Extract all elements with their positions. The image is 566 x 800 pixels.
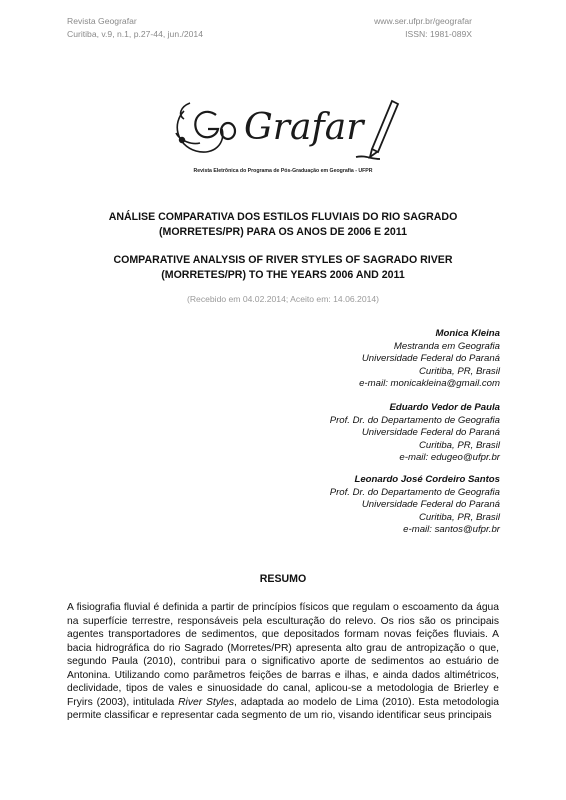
abstract-text-continued: , adaptada ao modelo de Lima (2010). Esta metodologia permite classificar e representar cada segmento de um rio, visando identificar seus principais	[67, 696, 499, 721]
received-dates: (Recebido em 04.02.2014; Aceito em: 14.06.2014)	[186, 294, 380, 304]
author-affiliation-line: Prof. Dr. do Departamento de Geografia	[329, 486, 500, 498]
author-affiliation-line: Universidade Federal do Paraná	[361, 353, 500, 365]
title-portuguese	[67, 210, 499, 239]
title-pt-line-1: ANÁLISE COMPARATIVA DOS ESTILOS FLUVIAIS DO RIO SAGRADO	[108, 211, 458, 223]
author-block	[359, 328, 500, 391]
author-email[interactable]: e-mail: monicakleina@gmail.com	[359, 378, 500, 390]
author-affiliation-line: Curitiba, PR, Brasil	[418, 439, 500, 451]
author-block	[330, 474, 500, 537]
journal-name: Revista Geografar	[67, 16, 137, 26]
title-english	[67, 253, 499, 282]
journal-url[interactable]: www.ser.ufpr.br/geografar	[374, 16, 472, 26]
author-affiliation-line: Curitiba, PR, Brasil	[418, 365, 500, 377]
author-name: Leonardo José Cordeiro Santos	[354, 474, 500, 485]
journal-citation: Curitiba, v.9, n.1, p.27-44, jun./2014	[67, 29, 203, 39]
logo-caption: Revista Eletrônica do Programa de Pós-Graduação em Geografia - UFPR	[193, 168, 373, 174]
title-en-line-2: (MORRETES/PR) TO THE YEARS 2006 AND 2011	[161, 268, 405, 281]
logo-g-mark	[195, 112, 235, 139]
running-header-right	[374, 15, 472, 41]
globe-icon	[176, 103, 223, 152]
author-email[interactable]: e-mail: santos@ufpr.br	[403, 524, 500, 536]
author-affiliation-line: Universidade Federal do Paraná	[361, 427, 500, 439]
author-affiliation-line: Mestranda em Geografia	[393, 340, 500, 352]
journal-issn: ISSN: 1981-089X	[405, 29, 472, 39]
abstract-italic-term: River Styles	[178, 696, 235, 708]
title-pt-line-2: (MORRETES/PR) PARA OS ANOS DE 2006 E 2011	[158, 225, 408, 238]
author-affiliation-line: Curitiba, PR, Brasil	[418, 511, 500, 523]
geografar-logo	[170, 93, 402, 165]
author-affiliation-line: Prof. Dr. do Departamento de Geografia	[329, 414, 500, 426]
running-header-left	[67, 15, 203, 41]
author-name: Monica Kleina	[435, 328, 500, 339]
author-name: Eduardo Vedor de Paula	[389, 402, 500, 413]
title-en-line-1: COMPARATIVE ANALYSIS OF RIVER STYLES OF SAGRADO RIVER	[113, 254, 453, 266]
logo-wordmark: Grafar	[244, 107, 364, 148]
author-email[interactable]: e-mail: edugeo@ufpr.br	[399, 452, 500, 464]
author-affiliation-line: Universidade Federal do Paraná	[361, 499, 500, 511]
abstract-heading: RESUMO	[259, 573, 307, 585]
author-block	[330, 402, 500, 465]
abstract-text: A fisiografia fluvial é definida a partir de princípios físicos que regulam o escoamento da água na superfície terrestre, responsáveis pela esculturação do relevo. Os rios são os principais agentes transportadores de sedimentos, que depositados formam novas feições fluviais. A bacia hidrográfica do rio Sagrado (Morretes/PR) apresenta alto grau de antropização o que, segundo Paula (2010), contribui para o significativo aporte de sedimentos ao estuário de Antonina. Utilizando como parâmetros feições de barras e ilhas, e ainda dados altimétricos, declividade, tipos de vales e sinuosidade do canal, aplicou-se a metodologia de Brierley e Fryirs (2003), intitulada	[67, 602, 499, 708]
abstract-body	[67, 601, 499, 723]
